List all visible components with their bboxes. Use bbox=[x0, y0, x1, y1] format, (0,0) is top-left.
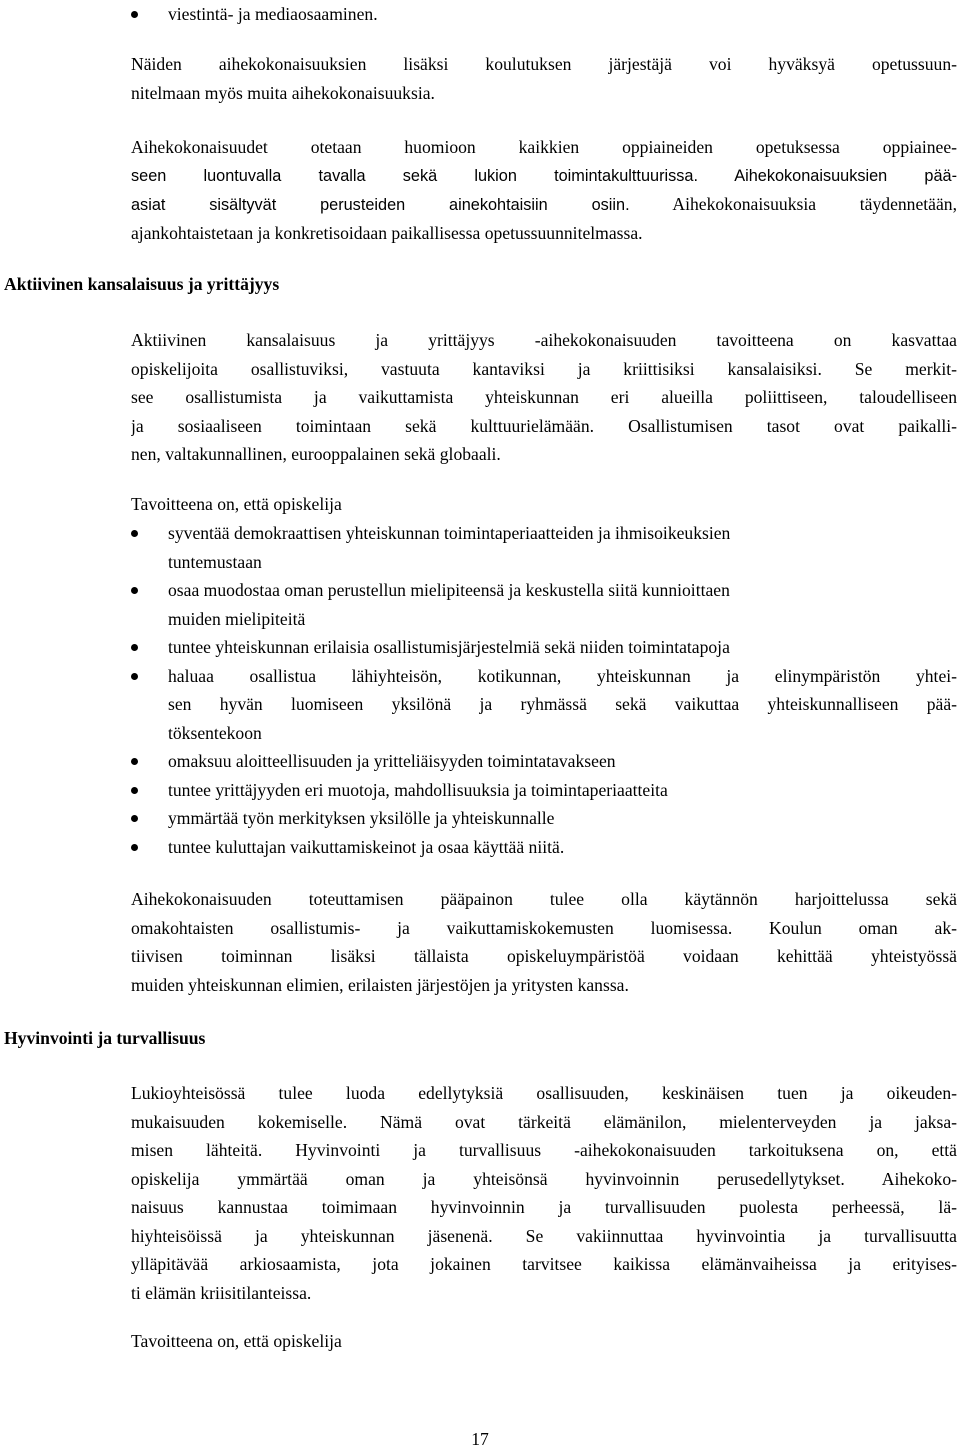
text-line: nen, valtakunnallinen, eurooppalainen sekä globaali. bbox=[131, 444, 501, 464]
section-heading: Hyvinvointi ja turvallisuus bbox=[4, 1028, 206, 1048]
section-heading: Aktiivinen kansalaisuus ja yrittäjyys bbox=[4, 274, 280, 294]
text-line: Näiden aihekokonaisuuksien lisäksi koulutuksen järjestäjä voi hyväksyä opetussuun- bbox=[131, 54, 957, 74]
text-line: tiivisen toiminnan lisäksi tällaista opiskeluympäristöä voidaan kehittää yhteistyössä bbox=[131, 946, 957, 966]
text-fragment: Aihekokonaisuuksia täydennetään, bbox=[629, 194, 957, 214]
intro-paragraph-2 bbox=[131, 133, 957, 247]
text-line: ajankohtaistetaan ja konkretisoidaan paikallisessa opetussuunnitelmassa. bbox=[131, 222, 643, 243]
bullet-icon bbox=[131, 787, 138, 794]
bullet-icon bbox=[131, 673, 138, 680]
text-line: Aihekokonaisuudet otetaan huomioon kaikkien oppiaineiden opetuksessa oppiainee- bbox=[131, 137, 957, 157]
list-item: ymmärtää työn merkityksen yksilölle ja yhteiskunnalle bbox=[131, 804, 957, 833]
text-line: ylläpitävää arkiosaamista, jota jokainen tarvitsee kaikissa elämänvaiheissa ja erityises- bbox=[131, 1254, 957, 1274]
text-line: ja sosiaaliseen toimintaan sekä kulttuurielämään. Osallistumisen tasot ovat paikalli- bbox=[131, 415, 957, 436]
intro-paragraph-1 bbox=[131, 50, 957, 107]
bullet-icon bbox=[131, 844, 138, 851]
list-item: syventää demokraattisen yhteiskunnan toimintaperiaatteiden ja ihmisoikeuksien tuntemustaan bbox=[131, 519, 957, 576]
top-bullet-list bbox=[131, 0, 957, 29]
list-item: haluaa osallistua lähiyhteisön, kotikunnan, yhteiskunnan ja elinympäristön yhtei- sen hyvän luomiseen yksilönä ja ryhmässä sekä vaikuttaa yhteiskunnalliseen pää- töksentekoon bbox=[131, 662, 957, 748]
list-item: viestintä- ja mediaosaaminen. bbox=[131, 0, 957, 29]
page-number: 17 bbox=[471, 1429, 489, 1449]
text-line: omakohtaisten osallistumis- ja vaikuttamiskokemusten luomisessa. Koulun oman ak- bbox=[131, 917, 957, 938]
bullet-icon bbox=[131, 587, 138, 594]
text-line: nitelmaan myös muita aihekokonaisuuksia. bbox=[131, 82, 435, 103]
text-line: see osallistumista ja vaikuttamista yhteiskunnan eri alueilla poliittiseen, taloudelliseen bbox=[131, 387, 957, 407]
text-line: seen luontuvalla tavalla sekä lukion toimintakulttuurissa. Aihekokonaisuuksien pää- bbox=[131, 166, 957, 185]
text-line: opiskelijoita osallistuviksi, vastuuta kantaviksi ja kriittisiksi kansalaisiksi. Se merkit- bbox=[131, 358, 957, 379]
text-fragment: asiat sisältyvät perusteiden ainekohtaisiin osiin. bbox=[131, 196, 630, 214]
goals-intro: Tavoitteena on, että opiskelija bbox=[131, 1331, 342, 1351]
bullet-icon bbox=[131, 530, 138, 537]
list-item: tuntee yrittäjyyden eri muotoja, mahdollisuuksia ja toimintaperiaatteita bbox=[131, 776, 957, 805]
section1-paragraph bbox=[131, 326, 957, 469]
text-line: hiyhteisöissä ja yhteiskunnan jäsenenä. Se vakiinnuttaa hyvinvointia ja turvallisuutta bbox=[131, 1225, 957, 1246]
text-line: Aktiivinen kansalaisuus ja yrittäjyys -aihekokonaisuuden tavoitteena on kasvattaa bbox=[131, 330, 957, 350]
text-line: opiskelija ymmärtää oman ja yhteisönsä hyvinvoinnin perusedellytykset. Aihekoko- bbox=[131, 1168, 957, 1189]
text-line: muiden yhteiskunnan elimien, erilaisten järjestöjen ja yritysten kanssa. bbox=[131, 974, 629, 995]
text-line: mukaisuuden kokemiselle. Nämä ovat tärkeitä elämänilon, mielenterveyden ja jaksa- bbox=[131, 1111, 957, 1132]
list-item: tuntee yhteiskunnan erilaisia osallistumisjärjestelmiä sekä niiden toimintatapoja bbox=[131, 633, 957, 662]
text-line: ti elämän kriisitilanteissa. bbox=[131, 1282, 312, 1303]
list-item: omaksuu aloitteellisuuden ja yritteliäisyyden toimintatavakseen bbox=[131, 747, 957, 776]
text-line: Lukioyhteisössä tulee luoda edellytyksiä osallisuuden, keskinäisen tuen ja oikeuden- bbox=[131, 1083, 957, 1103]
text-line bbox=[131, 190, 957, 219]
list-item: tuntee kuluttajan vaikuttamiskeinot ja osaa käyttää niitä. bbox=[131, 833, 957, 862]
list-item: osaa muodostaa oman perustellun mielipiteensä ja keskustella siitä kunnioittaen muiden mielipiteitä bbox=[131, 576, 957, 633]
bullet-icon bbox=[131, 758, 138, 765]
bullet-icon bbox=[131, 11, 138, 18]
text-line: Aihekokonaisuuden toteuttamisen pääpainon tulee olla käytännön harjoittelussa sekä bbox=[131, 889, 957, 909]
section2-paragraph bbox=[131, 1079, 957, 1307]
goals-intro: Tavoitteena on, että opiskelija bbox=[131, 494, 342, 514]
bullet-icon bbox=[131, 815, 138, 822]
text-line: misen lähteitä. Hyvinvointi ja turvallisuus -aihekokonaisuuden tarkoituksena on, että bbox=[131, 1140, 957, 1160]
goals-list bbox=[131, 519, 957, 861]
bullet-icon bbox=[131, 644, 138, 651]
text-line: naisuus kannustaa toimimaan hyvinvoinnin ja turvallisuuden puolesta perheessä, lä- bbox=[131, 1197, 957, 1217]
section1-closing-paragraph bbox=[131, 885, 957, 999]
